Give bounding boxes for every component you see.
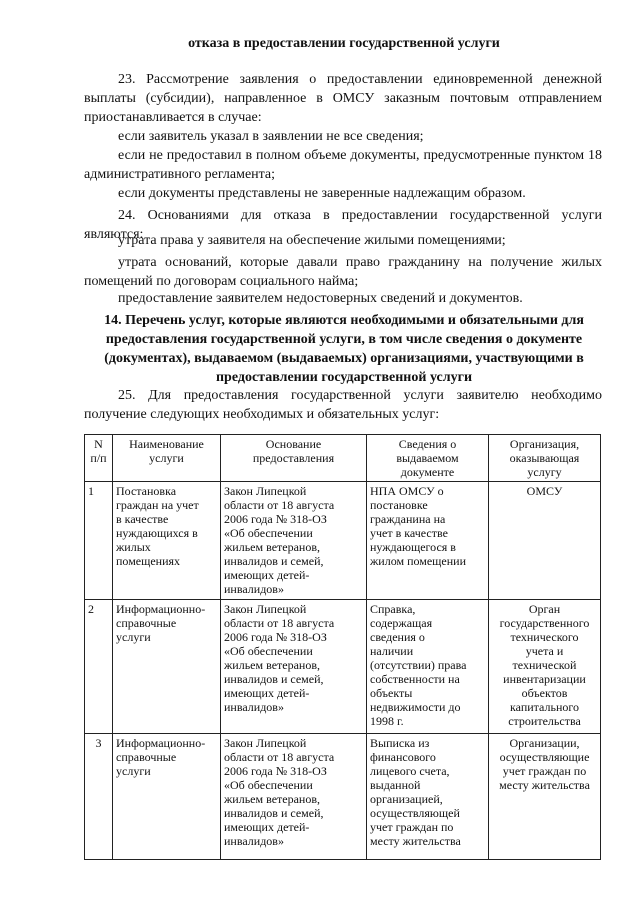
header-number: N п/п	[85, 435, 113, 482]
row-service-name: Информационно- справочные услуги	[113, 734, 221, 860]
services-table	[84, 434, 601, 860]
header-basis: Основание предоставления	[221, 435, 367, 482]
row-document-info: Справка, содержащая сведения о наличии (отсутствии) права собственности на объекты недвижимости до 1998 г.	[367, 600, 489, 734]
paragraph-23-item-3: если документы представлены не заверенные надлежащим образом.	[118, 186, 526, 201]
row-document-info: Выписка из финансового лицевого счета, выданной организацией, осуществляющей учет граждан по месту жительства	[367, 734, 489, 860]
row-organization: Организации, осуществляющие учет граждан по месту жительства	[489, 734, 601, 860]
row-number: 2	[85, 600, 113, 734]
paragraph-24-item-2: утрата оснований, которые давали право гражданину на получение жилых помещений по договорам социального найма;	[84, 255, 602, 289]
paragraph-25: 25. Для предоставления государственной услуги заявителю необходимо получение следующих необходимых и обязательных услуг:	[84, 388, 602, 422]
header-document-info: Сведения о выдаваемом документе	[367, 435, 489, 482]
paragraph-23-item-1: если заявитель указал в заявлении не все сведения;	[118, 129, 424, 144]
row-document-info: НПА ОМСУ о постановке гражданина на учет в качестве нуждающегося в жилом помещении	[367, 482, 489, 600]
row-service-name: Постановка граждан на учет в качестве нуждающихся в жилых помещениях	[113, 482, 221, 600]
row-number: 1	[85, 482, 113, 600]
paragraph-23-item-2: если не предоставил в полном объеме документы, предусмотренные пунктом 18 административного регламента;	[84, 148, 602, 182]
paragraph-23: 23. Рассмотрение заявления о предоставлении единовременной денежной выплаты (субсидии), направленное в ОМСУ заказным почтовым отправлением приостанавливается в случае:	[84, 72, 602, 125]
header-service-name: Наименование услуги	[113, 435, 221, 482]
paragraph-24: 24. Основаниями для отказа в предоставлении государственной услуги являются:	[84, 208, 602, 242]
table-row	[85, 600, 601, 734]
row-service-name: Информационно- справочные услуги	[113, 600, 221, 734]
section-14-heading: 14. Перечень услуг, которые являются необходимыми и обязательными для предоставления государственной услуги, в том числе сведения о документе (документах), выдаваемом (выдаваемых) организациями, участвующими в предоставлении государственной услуги	[104, 313, 584, 385]
row-basis: Закон Липецкой области от 18 августа 2006 года № 318-ОЗ «Об обеспечении жильем ветеранов, инвалидов и семей, имеющих детей- инвалидов»	[221, 734, 367, 860]
row-organization: Орган государственного технического учета и технической инвентаризации объектов капитального строительства	[489, 600, 601, 734]
row-basis: Закон Липецкой области от 18 августа 2006 года № 318-ОЗ «Об обеспечении жильем ветеранов, инвалидов и семей, имеющих детей- инвалидов»	[221, 482, 367, 600]
row-basis: Закон Липецкой области от 18 августа 2006 года № 318-ОЗ «Об обеспечении жильем ветеранов, инвалидов и семей, имеющих детей- инвалидов»	[221, 600, 367, 734]
table-row	[85, 482, 601, 600]
table-header-row	[85, 435, 601, 482]
row-organization: ОМСУ	[489, 482, 601, 600]
row-number: 3	[85, 734, 113, 860]
section-13-heading-tail: отказа в предоставлении государственной услуги	[188, 36, 500, 51]
paragraph-24-item-1: утрата права у заявителя на обеспечение жилыми помещениями;	[118, 233, 506, 248]
table-row	[85, 734, 601, 860]
header-organization: Организация, оказывающая услугу	[489, 435, 601, 482]
paragraph-24-item-3: предоставление заявителем недостоверных сведений и документов.	[118, 291, 523, 306]
